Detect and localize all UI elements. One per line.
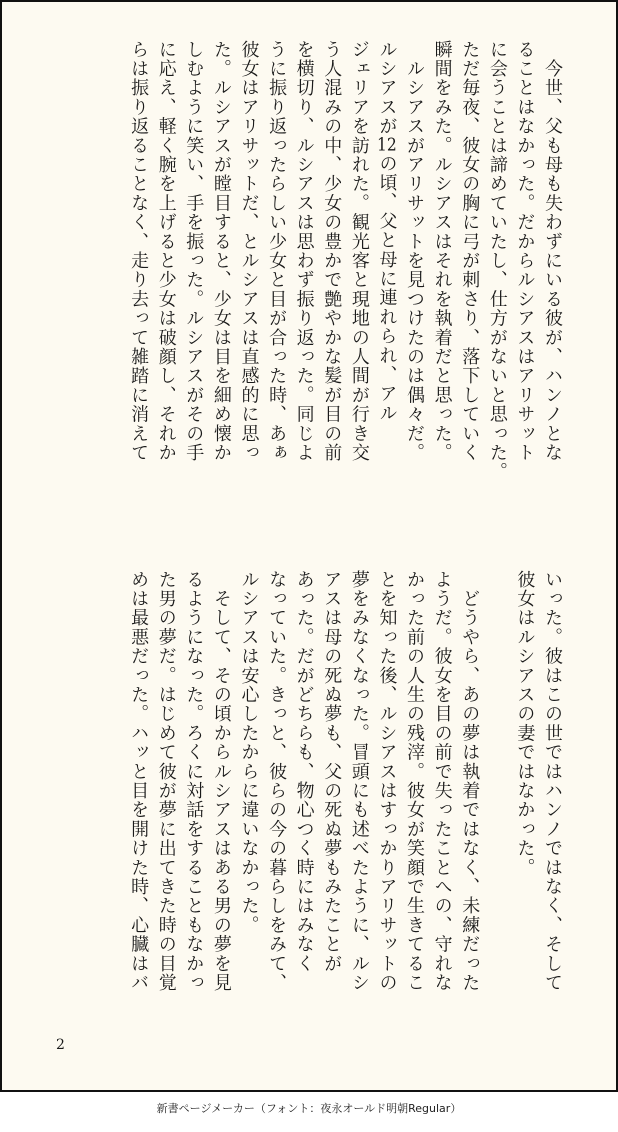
text-column: 彼女はアリサットだ、とルシアスは直感的に思っ	[238, 40, 260, 463]
lower-text-block	[125, 570, 567, 1090]
text-column: ルシアスが12の頃、父と母に連れられ、アル	[376, 40, 398, 423]
text-column: るようになった。ろくに対話をすることもなかっ	[183, 570, 205, 993]
text-column: を横切り、ルシアスは思わず振り返った。同じよ	[293, 40, 315, 463]
text-column: そして、その頃からルシアスはある男の夢を見	[210, 570, 232, 993]
text-column: 今世、父も母も失わずにいる彼が、ハンノとな	[542, 40, 563, 463]
text-column: た。ルシアスが瞠目すると、少女は目を細め懐か	[210, 40, 232, 463]
footer-credit: 新書ページメーカー（フォント：夜永オールド明朝Regular）	[156, 1102, 462, 1115]
text-column: ルシアスは安心したからに違いなかった。	[238, 570, 260, 935]
text-column: ることはなかった。だからルシアスはアリサット	[514, 40, 536, 463]
text-column: かった前の人生の残滓。彼女が笑顔で生きてるこ	[404, 570, 426, 993]
text-column	[483, 570, 511, 1090]
text-column: ただ毎夜、彼女の胸に弓が刺さり、落下していく	[459, 40, 481, 463]
text-column: らは振り返ることなく、走り去って雑踏に消えて	[128, 40, 150, 463]
text-column: 夢をみなくなった。冒頭にも述べたように、ルシ	[348, 570, 370, 993]
text-column: 瞬間をみた。ルシアスはそれを執着だと思った。	[431, 40, 453, 463]
page-number: 2	[56, 1037, 65, 1053]
text-column: ようだ。彼女を目の前で失ったことへの、守れな	[431, 570, 453, 993]
text-column: に応え、軽く腕を上げると少女は破顔し、それか	[155, 40, 177, 463]
text-column: いった。彼はこの世ではハンノではなく、そして	[542, 570, 563, 993]
text-column: あった。だがどちらも、物心つく時にはみなく	[293, 570, 315, 974]
text-column: しむように笑い、手を振った。ルシアスがその手	[183, 40, 205, 463]
text-column: に会うことは諦めていたし、仕方がないと思った。	[486, 40, 508, 482]
text-column: ジェリアを訪れた。観光客と現地の人間が行き交	[348, 40, 370, 463]
text-column: アスは母の死ぬ夢も、父の死ぬ夢もみたことが	[321, 570, 343, 974]
text-column: た男の夢だ。はじめて彼が夢に出てきた時の目覚	[155, 570, 177, 993]
text-column: ルシアスがアリサットを見つけたのは偶々だ。	[404, 40, 426, 463]
text-column: 彼女はルシアスの妻ではなかった。	[514, 570, 536, 878]
text-column: めは最悪だった。ハッと目を開けた時、心臓はバ	[128, 570, 150, 993]
text-column: とを知った後、ルシアスはすっかりアリサットの	[376, 570, 398, 993]
text-column: なっていた。きっと、彼らの今の暮らしをみて、	[266, 570, 288, 993]
upper-text-block	[125, 40, 567, 560]
text-column: う人混みの中、少女の豊かで艶やかな髪が目の前	[321, 40, 343, 463]
text-column: どうやら、あの夢は執着ではなく、未練だった	[459, 570, 481, 993]
text-column: うに振り返ったらしい少女と目が合った時、あぁ	[266, 40, 288, 463]
